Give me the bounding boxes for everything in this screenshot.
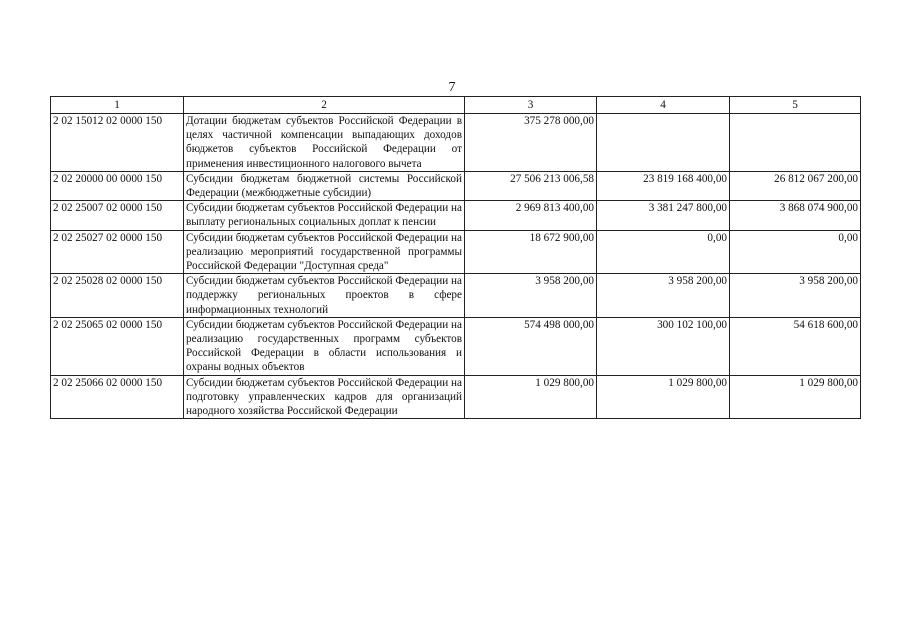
column-header-2: 2 [184, 97, 465, 114]
description-cell: Субсидии бюджетам бюджетной системы Российской Федерации (межбюджетные субсидии) [184, 171, 465, 200]
budget-code-cell: 2 02 15012 02 0000 150 [51, 114, 184, 172]
table-row [51, 201, 861, 230]
table-row [51, 230, 861, 274]
amount-col4-cell [597, 114, 730, 172]
amount-col3-cell: 375 278 000,00 [465, 114, 597, 172]
amount-col3-cell: 2 969 813 400,00 [465, 201, 597, 230]
description-cell: Субсидии бюджетам субъектов Российской Федерации на реализацию мероприятий государственной программы Российской Федерации "Доступная среда" [184, 230, 465, 274]
amount-col5-cell: 3 958 200,00 [730, 274, 861, 318]
amount-col4-cell: 23 819 168 400,00 [597, 171, 730, 200]
description-cell: Субсидии бюджетам субъектов Российской Федерации на подготовку управленческих кадров для организаций народного хозяйства Российской Федерации [184, 375, 465, 419]
table-row [51, 317, 861, 375]
amount-col4-cell: 1 029 800,00 [597, 375, 730, 419]
amount-col5-cell: 0,00 [730, 230, 861, 274]
budget-code-cell: 2 02 25066 02 0000 150 [51, 375, 184, 419]
budget-code-cell: 2 02 20000 00 0000 150 [51, 171, 184, 200]
amount-col4-cell: 3 381 247 800,00 [597, 201, 730, 230]
amount-col3-cell: 1 029 800,00 [465, 375, 597, 419]
budget-code-cell: 2 02 25028 02 0000 150 [51, 274, 184, 318]
header-row [51, 97, 861, 114]
description-cell: Субсидии бюджетам субъектов Российской Федерации на реализацию государственных программ субъектов Российской Федерации в области использования и охраны водных объектов [184, 317, 465, 375]
description-cell: Субсидии бюджетам субъектов Российской Федерации на выплату региональных социальных доплат к пенсии [184, 201, 465, 230]
amount-col4-cell: 300 102 100,00 [597, 317, 730, 375]
column-header-3: 3 [465, 97, 597, 114]
amount-col5-cell: 1 029 800,00 [730, 375, 861, 419]
amount-col3-cell: 27 506 213 006,58 [465, 171, 597, 200]
amount-col4-cell: 0,00 [597, 230, 730, 274]
column-header-5: 5 [730, 97, 861, 114]
amount-col4-cell: 3 958 200,00 [597, 274, 730, 318]
budget-code-cell: 2 02 25007 02 0000 150 [51, 201, 184, 230]
budget-code-cell: 2 02 25065 02 0000 150 [51, 317, 184, 375]
amount-col5-cell [730, 114, 861, 172]
amount-col3-cell: 574 498 000,00 [465, 317, 597, 375]
column-header-1: 1 [51, 97, 184, 114]
amount-col3-cell: 18 672 900,00 [465, 230, 597, 274]
table-row [51, 274, 861, 318]
table-row [51, 171, 861, 200]
budget-table [50, 96, 861, 419]
table-row [51, 375, 861, 419]
amount-col5-cell: 3 868 074 900,00 [730, 201, 861, 230]
description-cell: Субсидии бюджетам субъектов Российской Федерации на поддержку региональных проектов в сфере информационных технологий [184, 274, 465, 318]
page-number: 7 [448, 80, 456, 95]
table-row [51, 114, 861, 172]
description-cell: Дотации бюджетам субъектов Российской Федерации в целях частичной компенсации выпадающих доходов бюджетов субъектов Российской Федерации от применения инвестиционного налогового вычета [184, 114, 465, 172]
amount-col5-cell: 54 618 600,00 [730, 317, 861, 375]
budget-code-cell: 2 02 25027 02 0000 150 [51, 230, 184, 274]
amount-col5-cell: 26 812 067 200,00 [730, 171, 861, 200]
amount-col3-cell: 3 958 200,00 [465, 274, 597, 318]
column-header-4: 4 [597, 97, 730, 114]
